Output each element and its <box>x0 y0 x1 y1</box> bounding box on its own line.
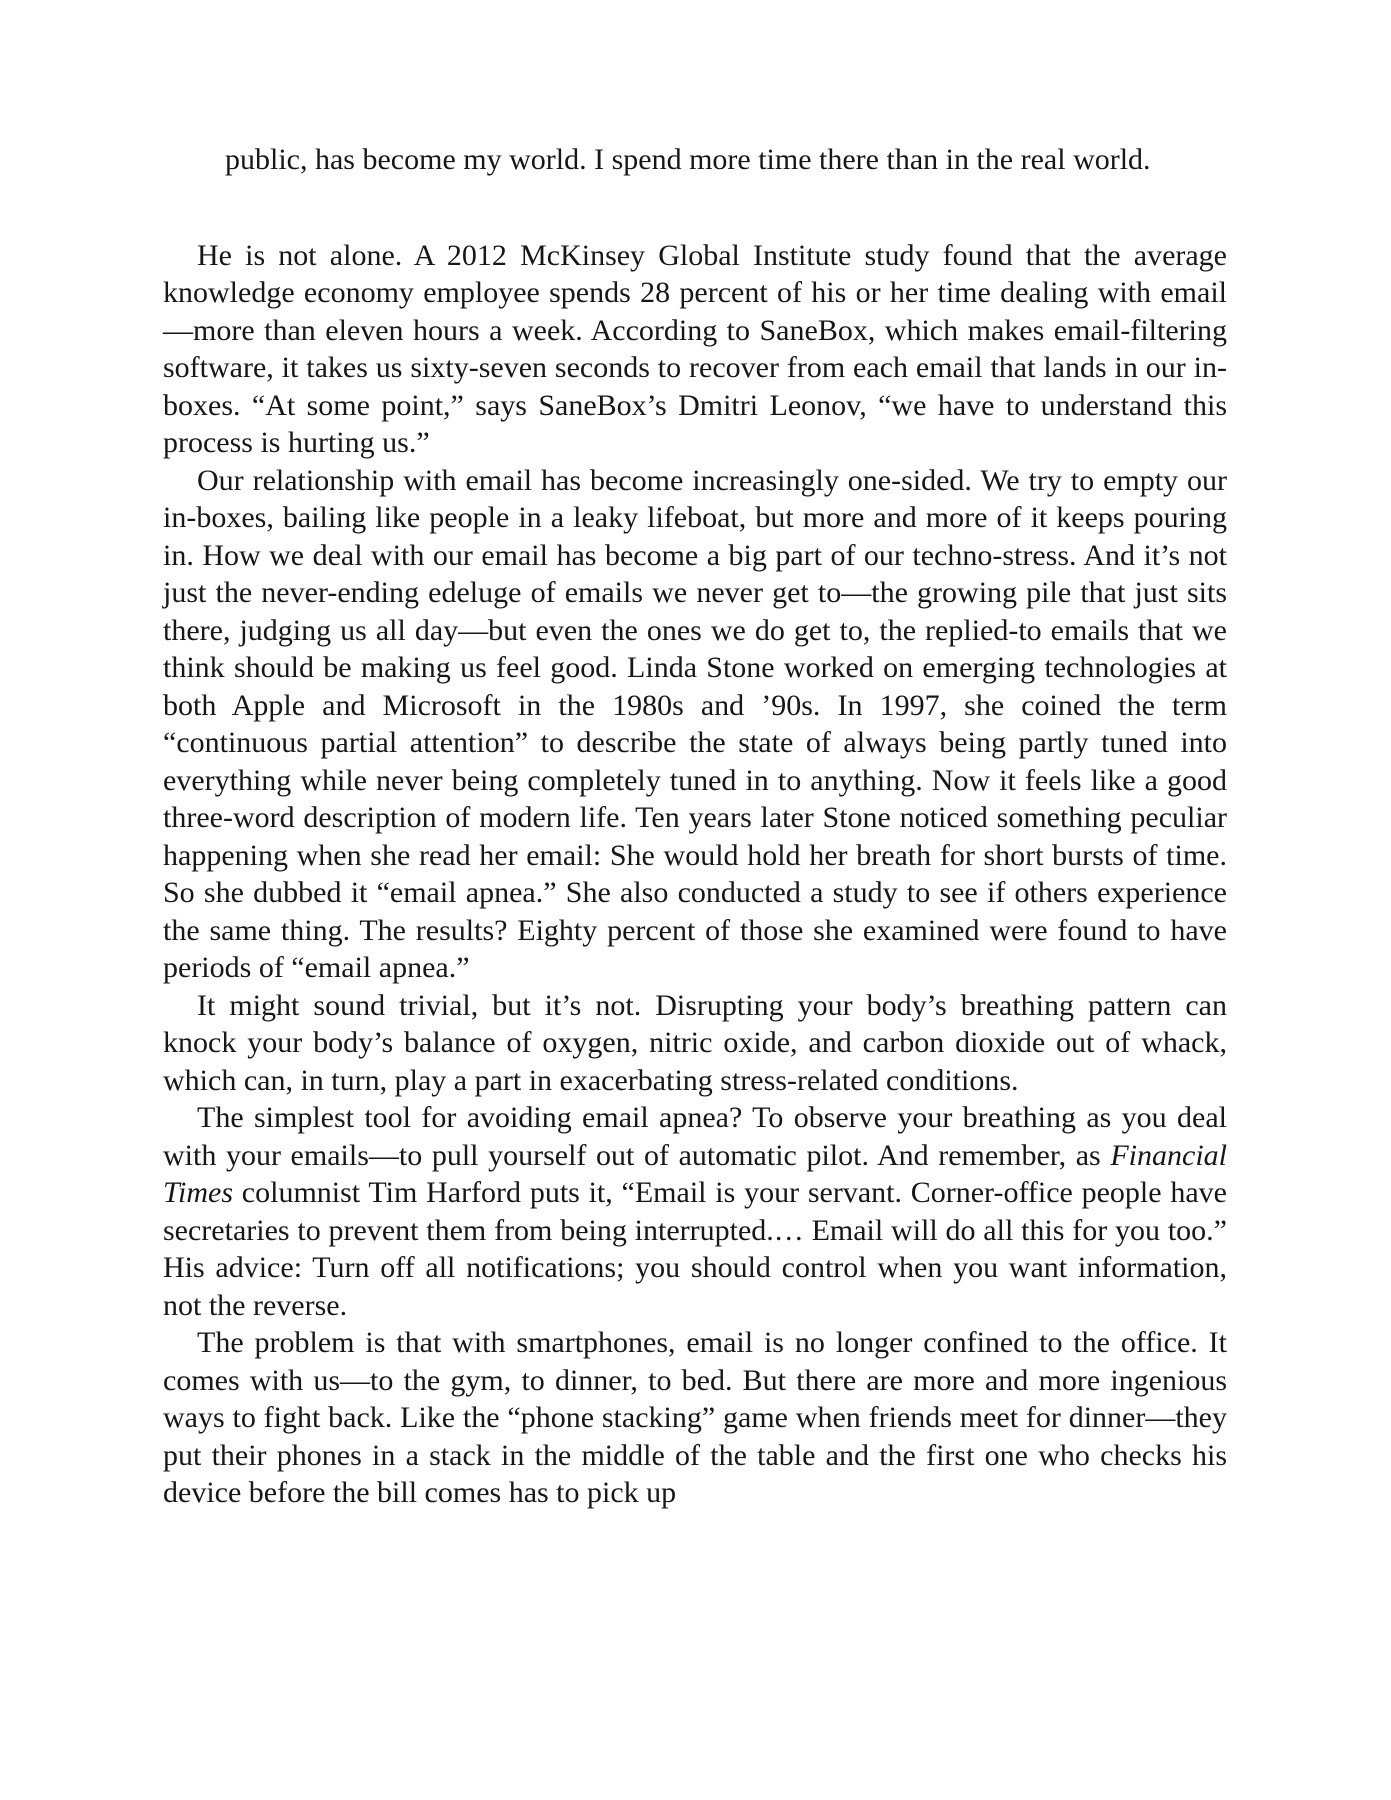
text-run: He is not alone. A 2012 McKinsey Global Institute study found that the average knowledge economy employee spends 28 percent of his or her time dealing with email—more than eleven hours a week. According to SaneBox, which makes email-filtering software, it takes us sixty-seven seconds to recover from each email that lands in our in-boxes. “At some point,” says SaneBox’s Dmitri Leonov, “we have to understand this process is hurting us.” <box>163 238 1227 459</box>
text-run: It might sound trivial, but it’s not. Disrupting your body’s breathing pattern can knock your body’s balance of oxygen, nitric oxide, and carbon dioxide out of whack, which can, in turn, play a part in exacerbating stress-related conditions. <box>163 988 1227 1097</box>
text-run: columnist Tim Harford puts it, “Email is your servant. Corner-office people have secretaries to prevent them from being interrupted.… Email will do all this for you too.” His advice: Turn off all notifications; you should control when you want information, not the reverse. <box>163 1176 1227 1322</box>
continued-quote: public, has become my world. I spend more time there than in the real world. <box>225 143 1151 176</box>
text-run: Our relationship with email has become increasingly one-sided. We try to empty our in-boxes, bailing like people in a leaky lifeboat, but more and more of it keeps pouring in. How we deal with our email has become a big part of our techno-stress. And it’s not just the never-ending edeluge of emails we never get to—the growing pile that just sits there, judging us all day—but even the ones we do get to, the replied-to emails that we think should be making us feel good. Linda Stone worked on emerging technologies at both Apple and Microsoft in the 1980s and ’90s. In 1997, she coined the term “continuous partial attention” to describe the state of always being partly tuned into everything while never being completely tuned in to anything. Now it feels like a good three-word description of modern life. Ten years later Stone noticed something peculiar happening when she read her email: She would hold her breath for short bursts of time. So she dubbed it “email apnea.” She also conducted a study to see if others experience the same thing. The results? Eighty percent of those she examined were found to have periods of “email apnea.” <box>163 463 1227 984</box>
paragraph <box>163 237 1227 462</box>
text-run: The problem is that with smartphones, email is no longer confined to the office. It comes with us—to the gym, to dinner, to bed. But there are more and more ingenious ways to fight back. Like the “phone stacking” game when friends meet for dinner—they put their phones in a stack in the middle of the table and the first one who checks his device before the bill comes has to pick up <box>163 1326 1227 1509</box>
paragraph <box>163 1099 1227 1324</box>
paragraph <box>163 987 1227 1100</box>
paragraph <box>163 462 1227 987</box>
italic-run: Financial Times <box>163 1138 1227 1209</box>
page-text <box>163 237 1227 1512</box>
text-run: The simplest tool for avoiding email apnea? To observe your breathing as you deal with your emails—to pull yourself out of automatic pilot. And remember, as <box>163 1101 1227 1172</box>
text-block <box>163 141 1227 1512</box>
paragraph <box>163 1324 1227 1512</box>
